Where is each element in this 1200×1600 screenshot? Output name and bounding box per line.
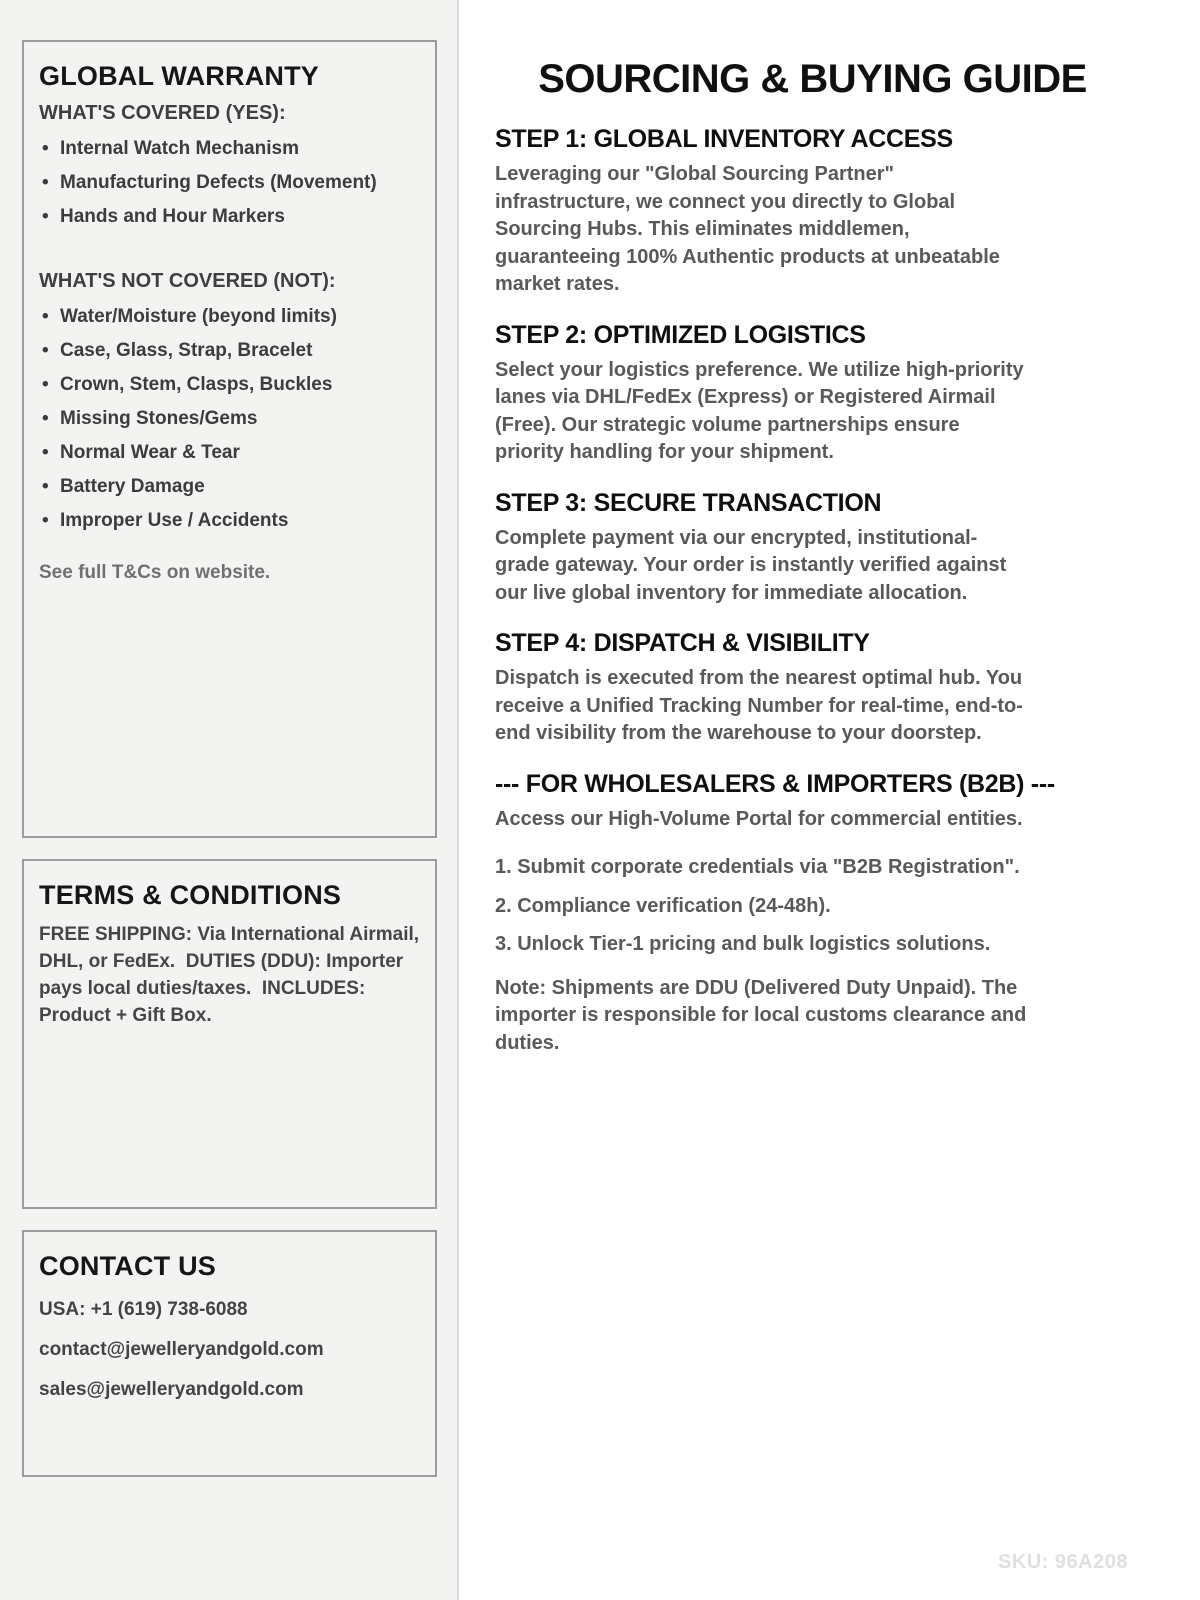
b2b-heading: --- FOR WHOLESALERS & IMPORTERS (B2B) --- <box>495 769 1055 798</box>
step-3-body: Complete payment via our encrypted, institutional-grade gateway. Your order is instantly verified against our live global inventory for immediate allocation. <box>495 526 1007 604</box>
not-covered-heading: WHAT'S NOT COVERED (NOT): <box>39 270 336 292</box>
not-covered-list <box>39 300 421 538</box>
global-warranty-box <box>22 40 437 838</box>
sidebar <box>0 0 459 1600</box>
contact-title: CONTACT US <box>39 1251 216 1281</box>
list-item: • Missing Stones/Gems <box>39 402 421 436</box>
b2b-note: Note: Shipments are DDU (Delivered Duty Unpaid). The importer is responsible for local customs clearance and duties. <box>495 976 1027 1054</box>
step-1-heading: STEP 1: GLOBAL INVENTORY ACCESS <box>495 125 953 153</box>
warranty-footnote: See full T&Cs on website. <box>39 562 271 583</box>
covered-heading: WHAT'S COVERED (YES): <box>39 102 286 124</box>
list-item: • Manufacturing Defects (Movement) <box>39 166 421 200</box>
list-item: • Hands and Hour Markers <box>39 200 421 234</box>
list-item: • Normal Wear & Tear <box>39 436 421 470</box>
step-2-section <box>495 320 1130 467</box>
step-2-body: Select your logistics preference. We utilize high-priority lanes via DHL/FedEx (Express) or Registered Airmail (Free). Our strategic volume partnerships ensure priority handling for your shipment. <box>495 358 1024 463</box>
sourcing-guide <box>461 0 1200 1600</box>
list-item: • Crown, Stem, Clasps, Buckles <box>39 368 421 402</box>
covered-list <box>39 132 421 234</box>
b2b-item-2: 2. Compliance verification (24-48h). <box>495 894 831 917</box>
list-item: • Case, Glass, Strap, Bracelet <box>39 334 421 368</box>
page-title: SOURCING & BUYING GUIDE <box>538 57 1087 101</box>
list-item: • Battery Damage <box>39 470 421 504</box>
list-item: • Improper Use / Accidents <box>39 504 421 538</box>
sku-label: SKU: 96A208 <box>997 1551 1128 1573</box>
list-item: • Internal Watch Mechanism <box>39 132 421 166</box>
terms-conditions-box <box>22 859 437 1209</box>
b2b-section <box>495 769 1130 1058</box>
sales-email: sales@jewelleryandgold.com <box>39 1379 304 1400</box>
contact-email: contact@jewelleryandgold.com <box>39 1339 324 1360</box>
contact-phone: USA: +1 (619) 738-6088 <box>39 1299 248 1320</box>
step-4-heading: STEP 4: DISPATCH & VISIBILITY <box>495 629 870 657</box>
step-4-body: Dispatch is executed from the nearest optimal hub. You receive a Unified Tracking Number for real-time, end-to-end visibility from the warehouse to your doorstep. <box>495 667 1023 744</box>
warranty-title: GLOBAL WARRANTY <box>39 61 319 91</box>
step-1-body: Leveraging our "Global Sourcing Partner" infrastructure, we connect you directly to Global Sourcing Hubs. This eliminates middlemen, guaranteeing 100% Authentic products at unbeatable market rates. <box>495 163 1000 295</box>
step-1-section <box>495 124 1130 299</box>
b2b-item-1: 1. Submit corporate credentials via "B2B Registration". <box>495 856 1020 878</box>
contact-us-box <box>22 1230 437 1477</box>
b2b-intro: Access our High-Volume Portal for commercial entities. <box>495 807 1023 830</box>
step-3-heading: STEP 3: SECURE TRANSACTION <box>495 488 882 517</box>
list-item: • Water/Moisture (beyond limits) <box>39 300 421 334</box>
b2b-item-3: 3. Unlock Tier-1 pricing and bulk logistics solutions. <box>495 933 991 955</box>
step-2-heading: STEP 2: OPTIMIZED LOGISTICS <box>495 320 866 349</box>
step-4-section <box>495 628 1130 748</box>
terms-body: FREE SHIPPING: Via International Airmail, DHL, or FedEx. DUTIES (DDU): Importer pays local duties/taxes. INCLUDES: Product + Gift Box. <box>39 924 425 1026</box>
terms-title: TERMS & CONDITIONS <box>39 880 342 910</box>
step-3-section <box>495 488 1130 608</box>
